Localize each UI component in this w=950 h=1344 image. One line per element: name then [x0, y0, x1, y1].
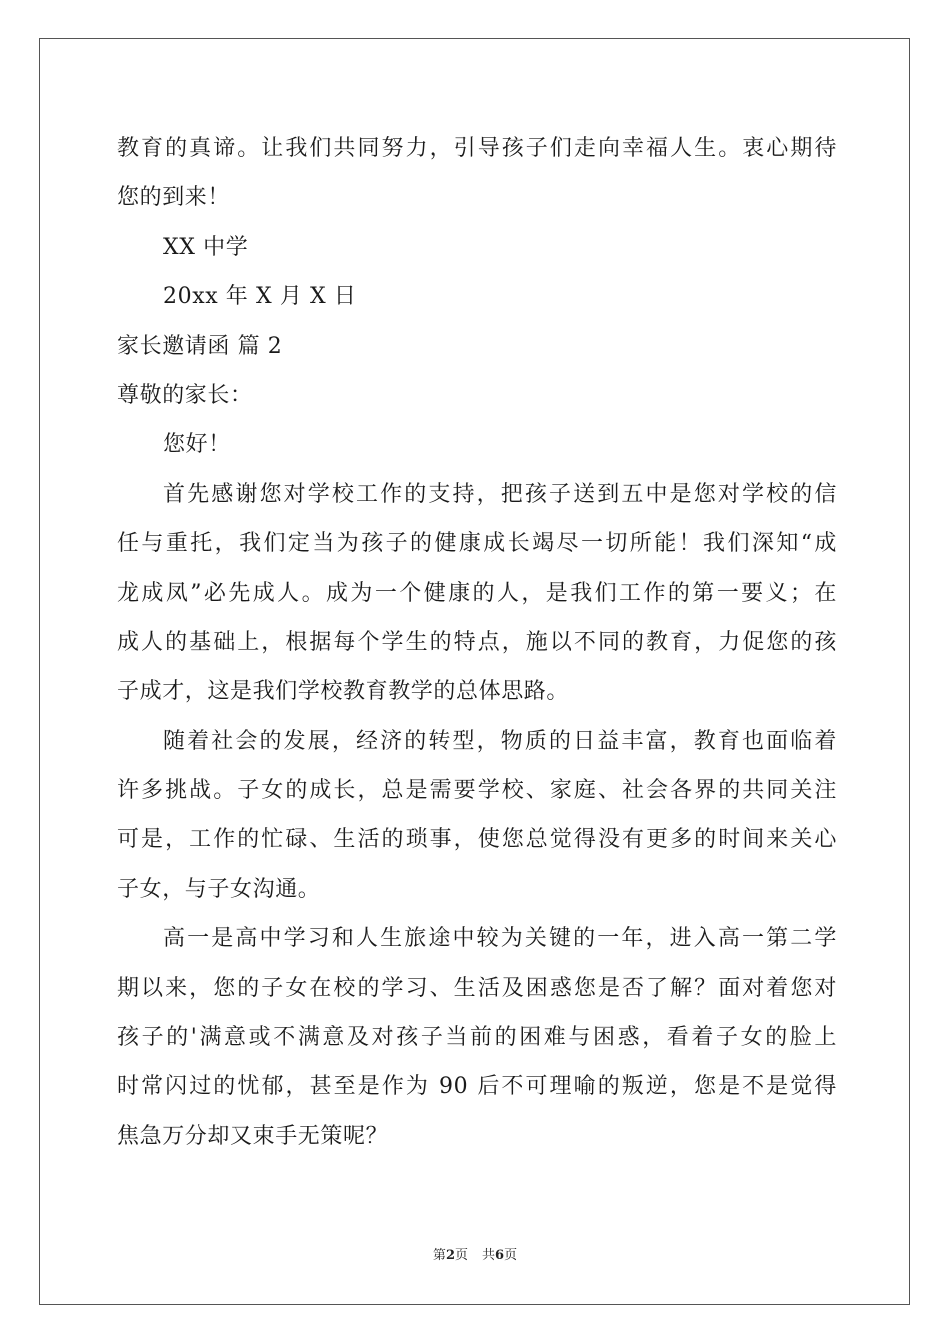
- text-line: 成人的基础上，根据每个学生的特点，施以不同的教育，力促您的孩: [117, 629, 837, 655]
- greeting: 您好！: [163, 432, 231, 458]
- text-line: 许多挑战。子女的成长，总是需要学校、家庭、社会各界的共同关注: [117, 778, 837, 804]
- salutation: 尊敬的家长：: [117, 382, 253, 408]
- text-line: 您的到来！: [117, 185, 231, 211]
- total-suffix: 页: [504, 1248, 518, 1263]
- text-line: 高一是高中学习和人生旅途中较为关键的一年，进入高一第二学: [163, 926, 837, 952]
- text-line: 时常闪过的忧郁，甚至是作为 90 后不可理喻的叛逆，您是不是觉得: [117, 1074, 837, 1100]
- text-line: 任与重托，我们定当为孩子的健康成长竭尽一切所能！我们深知“成: [117, 531, 837, 557]
- text-line: 孩子的'满意或不满意及对孩子当前的困难与困惑，看着子女的脸上: [117, 1025, 837, 1051]
- page-suffix: 页: [454, 1248, 468, 1263]
- section-heading: 家长邀请函 篇 2: [117, 333, 283, 359]
- document-body: [117, 124, 837, 1161]
- signature-school: XX 中学: [163, 234, 249, 260]
- text-line: 子成才，这是我们学校教育教学的总体思路。: [117, 679, 570, 705]
- signature-date: 20xx 年 X 月 X 日: [163, 284, 357, 310]
- text-line: 焦急万分却又束手无策呢？: [117, 1123, 389, 1149]
- total-prefix: 共: [482, 1248, 496, 1263]
- text-line: 首先感谢您对学校工作的支持，把孩子送到五中是您对学校的信: [163, 481, 837, 507]
- text-line: 龙成凤”必先成人。成为一个健康的人，是我们工作的第一要义；在: [117, 580, 837, 606]
- total-pages: 6: [495, 1248, 505, 1263]
- text-line: 随着社会的发展，经济的转型，物质的日益丰富，教育也面临着: [163, 728, 837, 754]
- page-footer: [0, 1247, 950, 1265]
- page-number: 2: [445, 1248, 455, 1263]
- text-line: 子女，与子女沟通。: [117, 876, 321, 902]
- text-line: 可是，工作的忙碌、生活的琐事，使您总觉得没有更多的时间来关心: [117, 827, 837, 853]
- text-line: 教育的真谛。让我们共同努力，引导孩子们走向幸福人生。衷心期待: [117, 136, 837, 161]
- text-line: 期以来，您的子女在校的学习、生活及困惑您是否了解？面对着您对: [117, 975, 837, 1001]
- page-prefix: 第: [432, 1248, 446, 1263]
